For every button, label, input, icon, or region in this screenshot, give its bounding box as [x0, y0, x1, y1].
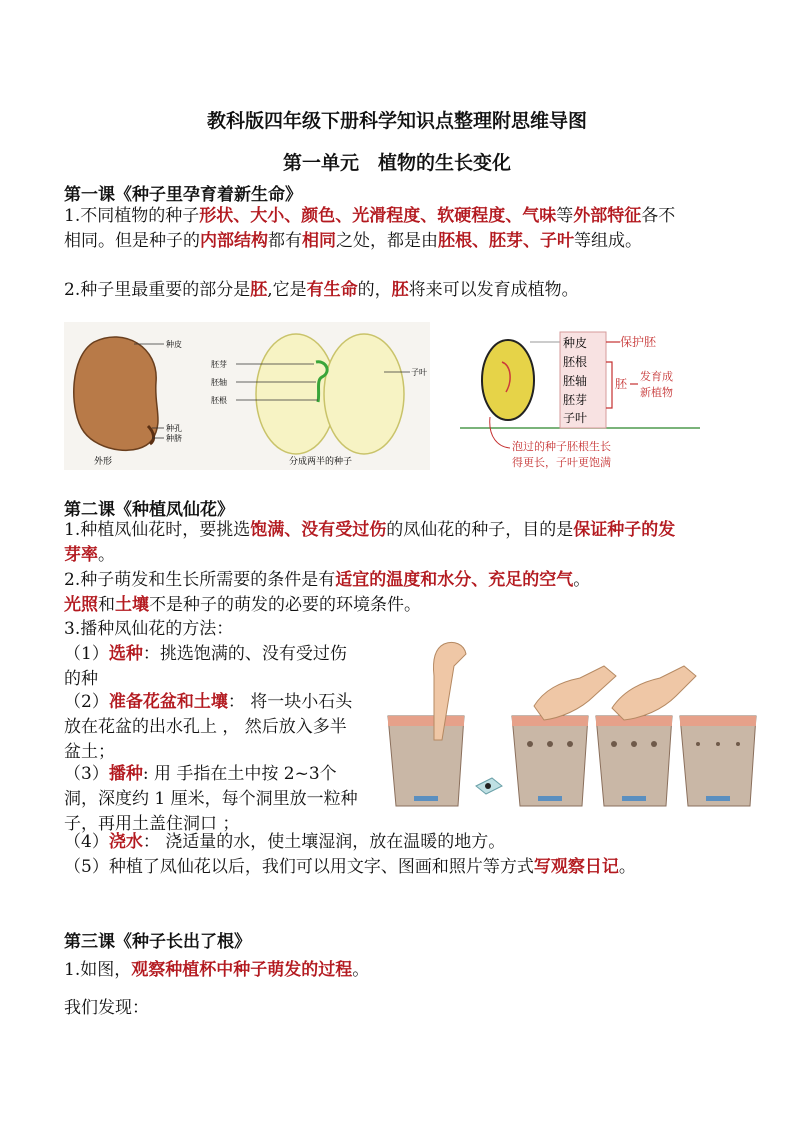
svg-text:胚芽: 胚芽 — [211, 360, 227, 369]
seed-concept-map — [460, 322, 700, 472]
svg-text:子叶: 子叶 — [411, 368, 427, 377]
lesson-2-para-2: 2.种子萌发和生长所需要的条件是有适宜的温度和水分、充足的空气。 — [64, 570, 591, 590]
lesson-3-para-2: 我们发现： — [64, 998, 149, 1018]
svg-text:胚轴: 胚轴 — [211, 378, 227, 387]
sowing-step-3: （3）播种: 用 手指在土中按 2~3个洞，深度约 1 厘米，每个洞里放一粒种子，再用土盖住洞口 ； — [64, 764, 358, 834]
svg-text:泡过的种子胚根生长: 泡过的种子胚根生长 — [512, 440, 611, 453]
svg-text:种皮: 种皮 — [166, 340, 182, 349]
sowing-step-4: （4）浇水： 浇适量的水，使土壤湿润，放在温暖的地方。 — [64, 832, 506, 852]
sowing-step-5: （5）种植了凤仙花以后，我们可以用文字、图画和照片等方式写观察日记。 — [64, 857, 636, 877]
svg-text:分成两半的种子: 分成两半的种子 — [289, 457, 353, 467]
svg-text:种脐: 种脐 — [166, 434, 182, 443]
seed-structure-figure — [64, 322, 430, 470]
svg-text:种孔: 种孔 — [166, 424, 182, 433]
svg-text:得更长，子叶更饱满: 得更长，子叶更饱满 — [512, 456, 611, 469]
svg-text:子叶: 子叶 — [563, 411, 588, 425]
lesson-1-para-2: 2.种子里最重要的部分是胚,它是有生命的，胚将来可以发育成植物。 — [64, 280, 579, 300]
unit-title: 第一单元 植物的生长变化 — [282, 152, 511, 174]
svg-text:胚根: 胚根 — [563, 355, 588, 369]
svg-text:胚根: 胚根 — [211, 396, 227, 405]
lesson-2-para-4: 3.播种凤仙花的方法： — [64, 619, 234, 639]
planting-pots-figure — [384, 636, 768, 812]
lesson-1-heading: 第一课《种子里孕育着新生命》 — [64, 185, 302, 205]
lesson-2-heading: 第二课《种植凤仙花》 — [64, 500, 234, 520]
svg-text:胚: 胚 — [615, 377, 628, 391]
document-title: 教科版四年级下册科学知识点整理附思维导图 — [206, 110, 587, 132]
svg-text:胚轴: 胚轴 — [563, 374, 588, 388]
lesson-2-para-1: 1.种植凤仙花时，要挑选饱满、没有受过伤的凤仙花的种子，目的是保证种子的发芽率。 — [64, 520, 676, 565]
svg-text:外形: 外形 — [94, 457, 113, 467]
sowing-step-2: （2）准备花盆和土壤： 将一块小石头放在花盆的出水孔上 ， 然后放入多半盆土； — [64, 692, 353, 762]
svg-text:种皮: 种皮 — [563, 336, 588, 350]
lesson-2-para-3: 光照和土壤不是种子的萌发的必要的环境条件。 — [64, 595, 421, 615]
lesson-1-para-1: 1.不同植物的种子形状、大小、颜色、光滑程度、软硬程度、气味等外部特征各不相同。但是种子的内部结构都有相同之处，都是由胚根、胚芽、子叶等组成。 — [64, 206, 676, 251]
svg-text:新植物: 新植物 — [640, 386, 673, 399]
sowing-step-1: （1）选种：挑选饱满的、没有受过伤的种 — [64, 644, 347, 689]
svg-text:保护胚: 保护胚 — [620, 335, 657, 349]
svg-text:发育成: 发育成 — [640, 370, 673, 383]
lesson-3-heading: 第三课《种子长出了根》 — [64, 932, 251, 952]
svg-text:胚芽: 胚芽 — [563, 393, 588, 407]
lesson-3-para-1: 1.如图，观察种植杯中种子萌发的过程。 — [64, 960, 370, 980]
